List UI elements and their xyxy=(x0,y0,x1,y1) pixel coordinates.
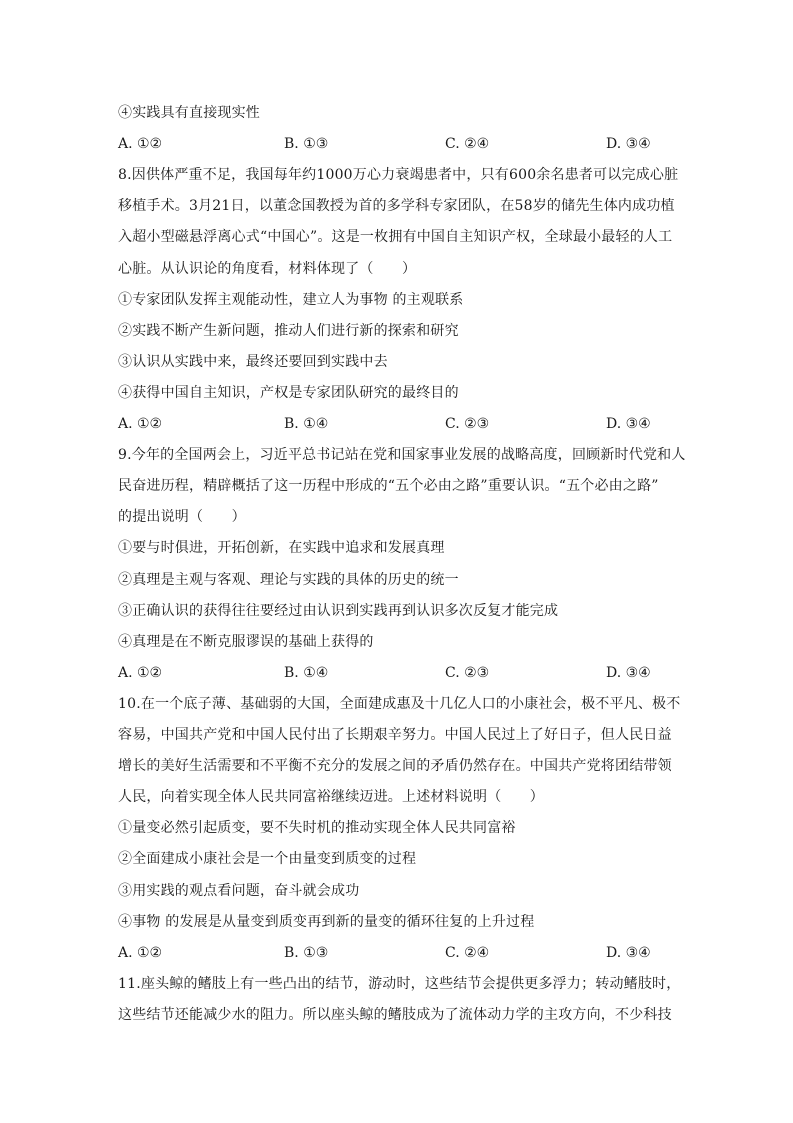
text-line: ②全面建成小康社会是一个由量变到质变的过程 xyxy=(118,851,417,867)
answer-options xyxy=(118,663,678,683)
answer-option: B. ①③ xyxy=(284,945,329,961)
answer-option: D. ③④ xyxy=(606,136,651,152)
answer-option: D. ③④ xyxy=(606,665,651,681)
text-line: 9.今年的全国两会上，习近平总书记站在党和国家事业发展的战略高度，回顾新时代党和人 xyxy=(118,447,686,463)
text-line: 的提出说明（ ） xyxy=(118,509,246,525)
answer-option: A. ①② xyxy=(118,945,163,961)
answer-option: A. ①② xyxy=(118,416,163,432)
text-line: ③认识从实践中来，最终还要回到实践中去 xyxy=(118,354,388,370)
text-line: ①要与时俱进，开拓创新，在实践中追求和发展真理 xyxy=(118,540,445,556)
text-line: 这些结节还能减少水的阻力。所以座头鲸的鳍肢成为了流体动力学的主攻方向，不少科技 xyxy=(118,1007,672,1023)
text-line: 心脏。从认识论的角度看，材料体现了（ ） xyxy=(118,261,417,277)
text-line: ②真理是主观与客观、理论与实践的具体的历史的统一 xyxy=(118,572,459,588)
text-line: 人民，向着实现全体人民共同富裕继续迈进。上述材料说明（ ） xyxy=(118,789,544,805)
answer-option: D. ③④ xyxy=(606,945,651,961)
text-line: ①专家团队发挥主观能动性，建立人为事物 的主观联系 xyxy=(118,292,464,308)
answer-option: C. ②④ xyxy=(445,136,490,152)
text-line: 增长的美好生活需要和不平衡不充分的发展之间的矛盾仍然存在。中国共产党将团结带领 xyxy=(118,758,672,774)
answer-option: A. ①② xyxy=(118,665,163,681)
text-line: 11.座头鲸的鳍肢上有一些凸出的结节，游动时，这些结节会提供更多浮力；转动鳍肢时， xyxy=(118,976,681,992)
text-line: 入超小型磁悬浮离心式“中国心”。这是一枚拥有中国自主知识产权，全球最小最轻的人工 xyxy=(118,229,673,245)
text-line: ④真理是在不断克服谬误的基础上获得的 xyxy=(118,634,374,650)
answer-option: B. ①④ xyxy=(284,416,329,432)
answer-option: B. ①③ xyxy=(284,136,329,152)
text-line: ②实践不断产生新问题，推动人们进行新的探索和研究 xyxy=(118,323,459,339)
answer-option: B. ①④ xyxy=(284,665,329,681)
text-line: 民奋进历程，精辟概括了这一历程中形成的“五个必由之路”重要认识。“五个必由之路” xyxy=(118,478,659,494)
text-line: 10.在一个底子薄、基础弱的大国，全面建成惠及十几亿人口的小康社会，极不平凡、极不 xyxy=(118,696,681,712)
text-line: ③用实践的观点看问题，奋斗就会成功 xyxy=(118,883,360,899)
answer-options xyxy=(118,943,678,963)
text-line: 容易，中国共产党和中国人民付出了长期艰辛努力。中国人民过上了好日子，但人民日益 xyxy=(118,727,672,743)
text-line: ③正确认识的获得往往要经过由认识到实践再到认识多次反复才能完成 xyxy=(118,603,559,619)
answer-option: C. ②③ xyxy=(445,416,490,432)
text-line: 移植手术。3月21日，以董念国教授为首的多学科专家团队，在58岁的储先生体内成功植 xyxy=(118,198,675,214)
answer-option: D. ③④ xyxy=(606,416,651,432)
answer-option: A. ①② xyxy=(118,136,163,152)
text-line: ④事物 的发展是从量变到质变再到新的量变的循环往复的上升过程 xyxy=(118,914,535,930)
answer-option: C. ②④ xyxy=(445,945,490,961)
answer-option: C. ②③ xyxy=(445,665,490,681)
text-line: ①量变必然引起质变，要不失时机的推动实现全体人民共同富裕 xyxy=(118,820,516,836)
answer-options xyxy=(118,414,678,434)
text-line: 8.因供体严重不足，我国每年约1000万心力衰竭患者中，只有600余名患者可以完成心脏 xyxy=(118,167,679,183)
text-line: ④实践具有直接现实性 xyxy=(118,105,260,121)
answer-options xyxy=(118,134,678,154)
text-line: ④获得中国自主知识，产权是专家团队研究的最终目的 xyxy=(118,385,459,401)
